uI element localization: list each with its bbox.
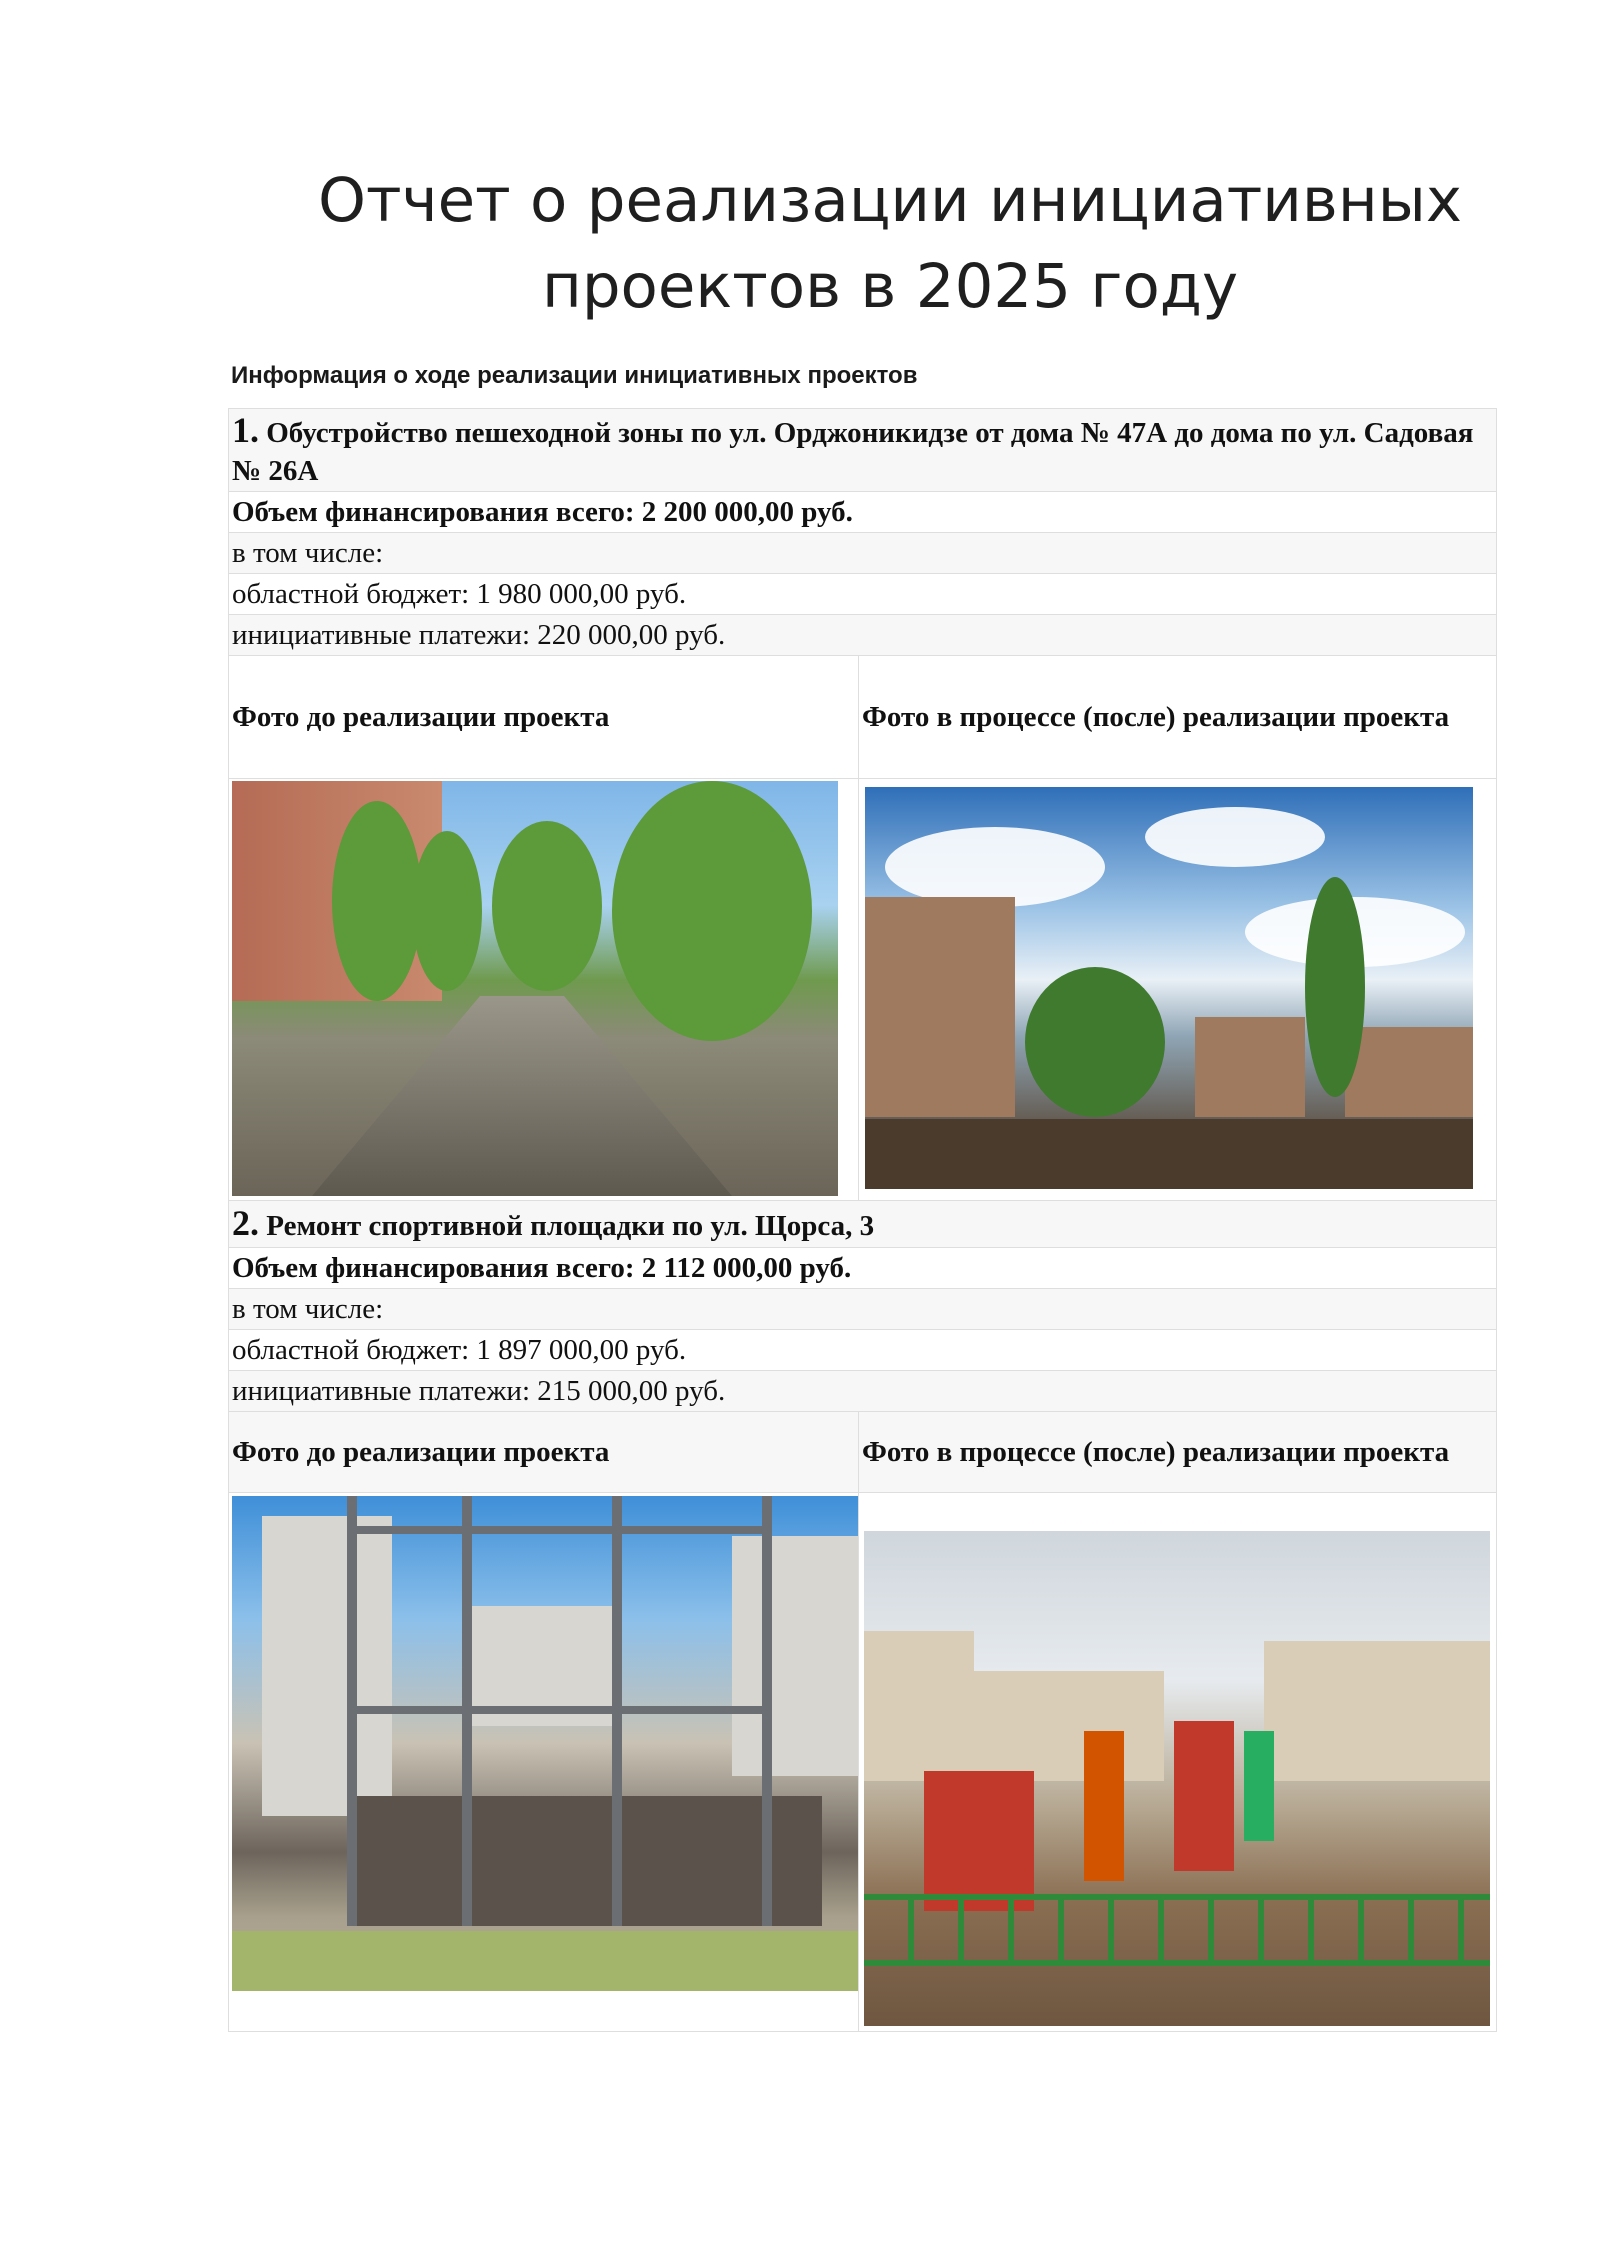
project-2-including: в том числе: [229, 1289, 1497, 1330]
building-shape [1195, 1017, 1305, 1117]
playhouse-shape [924, 1771, 1034, 1911]
project-2-photo-before-cell [229, 1493, 859, 2032]
project-1-initiative: инициативные платежи: 220 000,00 руб. [229, 615, 1497, 656]
project-2-photo-after [864, 1531, 1490, 2026]
project-1-regional: областной бюджет: 1 980 000,00 руб. [229, 574, 1497, 615]
building-shape [262, 1516, 392, 1816]
section-subtitle: Информация о ходе реализации инициативных проектов [231, 362, 918, 389]
title-line-2: проектов в 2025 году [541, 251, 1239, 322]
project-1-total-row [229, 492, 1497, 533]
project-1-photo-before-label: Фото до реализации проекта [229, 656, 859, 779]
project-1-photo-after [865, 787, 1473, 1189]
project-1-photo-header-row [229, 656, 1497, 779]
project-2-photo-after-cell [859, 1493, 1497, 2032]
bar-shape [347, 1526, 772, 1534]
project-2-initiative-row [229, 1371, 1497, 1412]
tree-shape [612, 781, 812, 1041]
project-2-photo-before [232, 1496, 858, 1991]
project-2-including-row [229, 1289, 1497, 1330]
project-1-title-cell [229, 409, 1497, 492]
tower-shape [1084, 1731, 1124, 1881]
slide-shape [1244, 1731, 1274, 1841]
cloud-shape [885, 827, 1105, 907]
page-title [230, 158, 1550, 330]
project-2-total: Объем финансирования всего: 2 112 000,00 руб. [229, 1248, 1497, 1289]
project-1-photo-before-cell [229, 779, 859, 1201]
fence-shape [864, 1894, 1490, 1966]
project-2-photo-after-label: Фото в процессе (после) реализации проекта [859, 1412, 1497, 1493]
project-1-number: 1. [232, 409, 259, 450]
project-1-title-row [229, 409, 1497, 492]
tree-shape [492, 821, 602, 991]
tree-shape [412, 831, 482, 991]
project-2-number: 2. [232, 1202, 259, 1243]
project-1-name: Обустройство пешеходной зоны по ул. Орджоникидзе от дома № 47А до дома по ул. Садовая № 26А [232, 416, 1474, 487]
tree-shape [1025, 967, 1165, 1117]
building-shape [974, 1671, 1164, 1781]
project-2-title-row [229, 1201, 1497, 1248]
project-1-photo-before [232, 781, 838, 1196]
building-shape [732, 1536, 858, 1776]
project-2-photo-before-label: Фото до реализации проекта [229, 1412, 859, 1493]
project-2-photo-header-row [229, 1412, 1497, 1493]
project-1-photo-after-label: Фото в процессе (после) реализации проекта [859, 656, 1497, 779]
tree-shape [1305, 877, 1365, 1097]
project-2-initiative: инициативные платежи: 215 000,00 руб. [229, 1371, 1497, 1412]
court-shape [352, 1796, 822, 1926]
project-2-total-row [229, 1248, 1497, 1289]
project-2-regional: областной бюджет: 1 897 000,00 руб. [229, 1330, 1497, 1371]
project-1-total: Объем финансирования всего: 2 200 000,00 руб. [229, 492, 1497, 533]
project-1-initiative-row [229, 615, 1497, 656]
project-2-name: Ремонт спортивной площадки по ул. Щорса, 3 [266, 1209, 875, 1242]
building-shape [1264, 1641, 1490, 1781]
project-1-regional-row [229, 574, 1497, 615]
project-1-photo-after-cell [859, 779, 1497, 1201]
project-1-including: в том числе: [229, 533, 1497, 574]
project-2-regional-row [229, 1330, 1497, 1371]
project-2-photo-row [229, 1493, 1497, 2032]
projects-table [228, 408, 1497, 2032]
tower-shape [1174, 1721, 1234, 1871]
ground-shape [865, 1119, 1473, 1189]
bar-shape [347, 1706, 772, 1714]
building-shape [1345, 1027, 1473, 1117]
tree-shape [332, 801, 422, 1001]
title-line-1: Отчет о реализации инициативных [317, 165, 1463, 236]
building-shape [865, 897, 1015, 1117]
building-shape [864, 1631, 974, 1781]
grass-shape [232, 1931, 858, 1991]
cloud-shape [1145, 807, 1325, 867]
project-1-photo-row [229, 779, 1497, 1201]
project-2-title-cell [229, 1201, 1497, 1248]
project-1-including-row [229, 533, 1497, 574]
